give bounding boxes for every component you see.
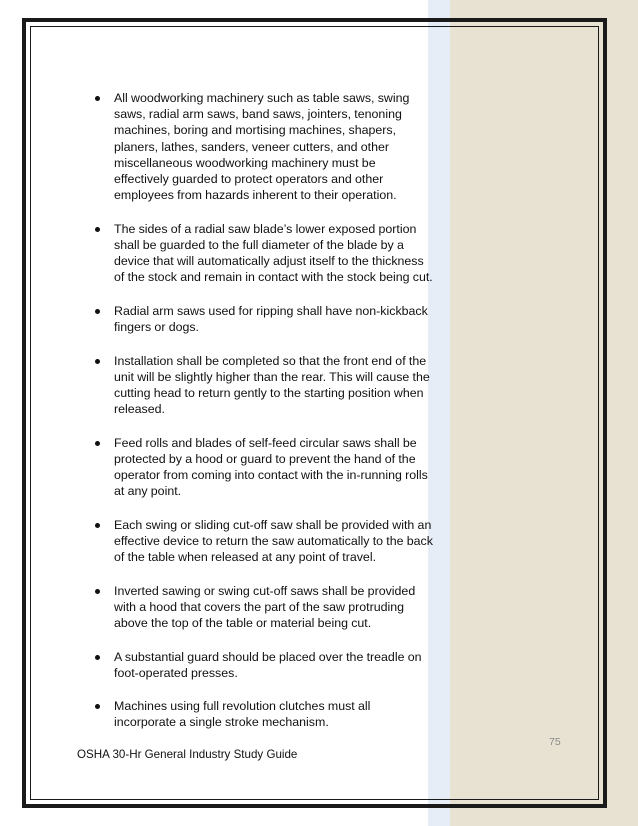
- bullet-icon: [95, 655, 100, 660]
- bullet-icon: [95, 309, 100, 314]
- list-item: [93, 221, 433, 286]
- list-item: [93, 698, 433, 730]
- bullet-icon: [95, 96, 100, 101]
- list-item-text: Installation shall be completed so that the front end of the unit will be slightly higher than the rear. This will cause the cutting head to return gently to the starting position when released.: [114, 353, 430, 417]
- bullet-icon: [95, 359, 100, 364]
- list-item: [93, 435, 433, 500]
- bullet-icon: [95, 704, 100, 709]
- list-item-text: Feed rolls and blades of self-feed circular saws shall be protected by a hood or guard to prevent the hand of the operator from coming into contact with the in-running rolls at any point.: [114, 435, 428, 499]
- guarding-requirements-list: [93, 90, 433, 748]
- list-item: [93, 353, 433, 418]
- list-item-text: Radial arm saws used for ripping shall have non-kickback fingers or dogs.: [114, 303, 428, 335]
- list-item: [93, 583, 433, 632]
- bullet-icon: [95, 523, 100, 528]
- bullet-icon: [95, 441, 100, 446]
- list-item: [93, 303, 433, 335]
- page-number: 75: [549, 736, 561, 748]
- list-item: [93, 517, 433, 566]
- list-item: [93, 649, 433, 681]
- list-item-text: A substantial guard should be placed over the treadle on foot-operated presses.: [114, 649, 422, 680]
- list-item-text: Each swing or sliding cut-off saw shall be provided with an effective device to return the saw automatically to the back of the table when released at any point of travel.: [114, 517, 433, 565]
- list-item: [93, 90, 433, 203]
- list-item-text: Inverted sawing or swing cut-off saws shall be provided with a hood that covers the part of the saw protruding above the top of the table or material being cut.: [114, 583, 416, 631]
- page-footer: OSHA 30-Hr General Industry Study Guide: [77, 748, 298, 761]
- list-item-text: All woodworking machinery such as table saws, swing saws, radial arm saws, band saws, jointers, tenoning machines, boring and mortising machines, shapers, planers, lathes, sanders, veneer cutters, and other miscellaneous woodworking machinery must be effectively guarded to protect operators and other employees from hazards inherent to their operation.: [114, 91, 410, 203]
- bullet-icon: [95, 227, 100, 232]
- bullet-icon: [95, 589, 100, 594]
- list-item-text: Machines using full revolution clutches must all incorporate a single stroke mechanism.: [114, 699, 371, 730]
- list-item-text: The sides of a radial saw blade’s lower exposed portion shall be guarded to the full diameter of the blade by a device that will automatically adjust itself to the thickness of the stock and remain in contact with the stock being cut.: [114, 221, 433, 285]
